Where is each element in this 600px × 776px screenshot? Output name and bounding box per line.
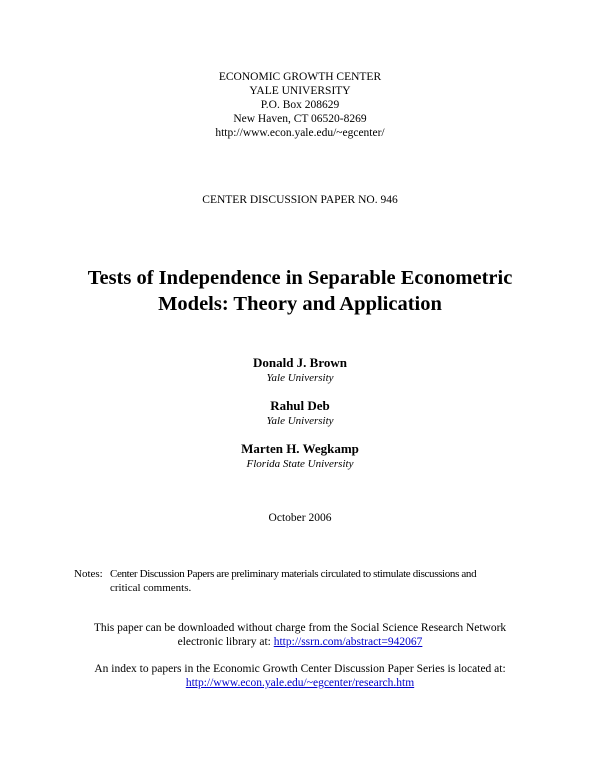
author-block [0, 355, 600, 385]
po-box: P.O. Box 208629 [260, 99, 340, 111]
author-affiliation: Yale University [266, 415, 334, 427]
publication-date: October 2006 [268, 512, 332, 524]
index-line-1: An index to papers in the Economic Growth Center Discussion Paper Series is located at: [94, 663, 506, 675]
download-line-1: This paper can be downloaded without charge from the Social Science Research Network [93, 622, 507, 634]
author-name: Rahul Deb [270, 398, 330, 413]
title-line-1: Tests of Independence in Separable Econometric [87, 267, 513, 289]
author-affiliation: Florida State University [246, 458, 354, 470]
notes-section [74, 567, 534, 595]
author-block [0, 398, 600, 428]
download-line-2 [0, 635, 600, 649]
ssrn-link[interactable]: http://ssrn.com/abstract=942067 [273, 636, 423, 648]
header-url: http://www.econ.yale.edu/~egcenter/ [215, 127, 385, 139]
research-index-link[interactable]: http://www.econ.yale.edu/~egcenter/research.htm [185, 677, 415, 689]
author-block [0, 441, 600, 471]
notes-text-line-2: critical comments. [110, 582, 192, 594]
paper-title [0, 265, 600, 317]
discussion-paper-number: CENTER DISCUSSION PAPER NO. 946 [202, 194, 398, 206]
author-name: Marten H. Wegkamp [241, 441, 359, 456]
author-name: Donald J. Brown [252, 355, 348, 370]
university-name: YALE UNIVERSITY [249, 85, 351, 97]
notes-text-line-1: Center Discussion Papers are preliminary materials circulated to stimulate discussions and [110, 568, 477, 580]
author-affiliation: Yale University [266, 372, 334, 384]
index-paragraph [0, 662, 600, 690]
title-line-2: Models: Theory and Application [158, 293, 442, 315]
city-address: New Haven, CT 06520-8269 [233, 113, 367, 125]
download-paragraph [0, 621, 600, 649]
institution-header [0, 70, 600, 140]
notes-label: Notes: [74, 568, 103, 580]
download-prefix: electronic library at: [177, 636, 274, 648]
center-name: ECONOMIC GROWTH CENTER [218, 71, 382, 83]
index-line-2 [0, 676, 600, 690]
